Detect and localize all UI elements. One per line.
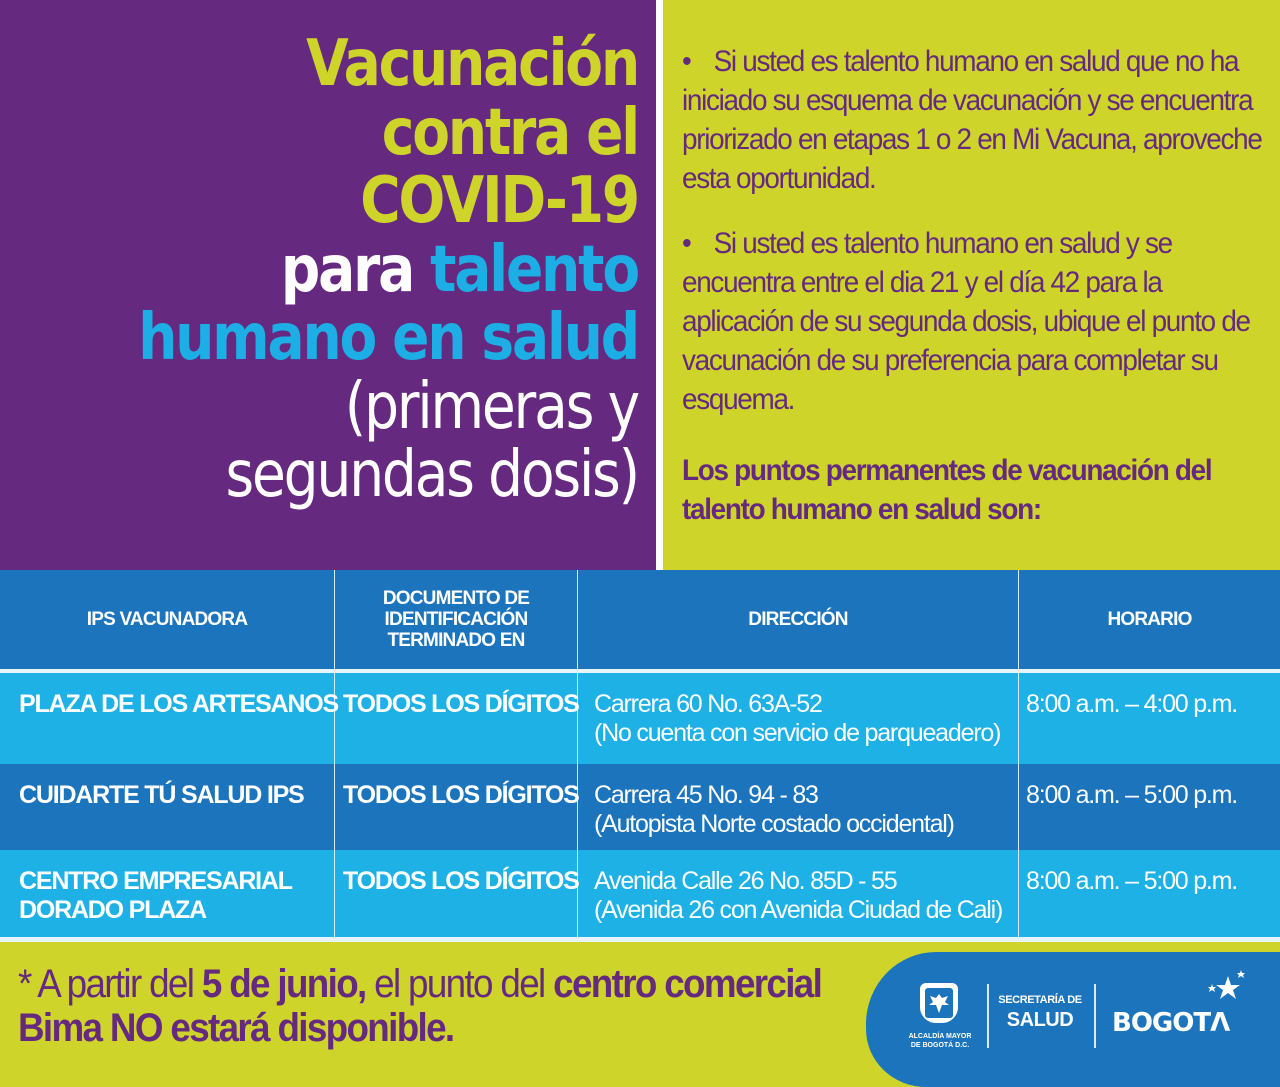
hours-value: 8:00 a.m. – 5:00 p.m. xyxy=(1026,781,1238,809)
info-bullets xyxy=(682,42,1277,445)
bullet-dot-icon: • xyxy=(682,45,691,78)
address-line: Carrera 60 No. 63A-52 xyxy=(594,690,822,718)
notice-date: 5 de junio, xyxy=(201,962,366,1006)
headline-line-6: (primeras y xyxy=(344,369,638,444)
address-note: (Avenida 26 con Avenida Ciudad de Cali) xyxy=(594,896,1003,924)
table-header xyxy=(0,570,1280,669)
headline-title xyxy=(19,27,638,512)
vertical-divider xyxy=(656,0,663,570)
headline-line-1: Vacunación xyxy=(306,27,638,101)
cell-documento xyxy=(335,764,578,850)
cell-ips xyxy=(0,850,335,938)
logo-bar xyxy=(866,952,1280,1087)
hours-value: 8:00 a.m. – 5:00 p.m. xyxy=(1026,867,1238,895)
table-bottom-separator xyxy=(0,937,1280,942)
header-documento xyxy=(335,570,578,669)
salud-label: SALUD xyxy=(1006,1009,1074,1031)
headline-line-2: contra el xyxy=(381,95,638,170)
table-row xyxy=(0,764,1280,850)
headline-line-3: COVID-19 xyxy=(360,164,638,238)
headline-panel xyxy=(0,0,656,570)
cell-documento xyxy=(335,673,578,764)
table-row xyxy=(0,850,1280,938)
table-body xyxy=(0,673,1280,938)
headline-line-4 xyxy=(19,232,638,307)
header-ips: IPS VACUNADORA xyxy=(0,570,335,669)
notice-text: el punto del xyxy=(365,962,554,1006)
cell-direccion xyxy=(578,764,1019,850)
ips-name: PLAZA DE LOS ARTESANOS xyxy=(19,690,338,718)
ips-name: CENTRO EMPRESARIAL xyxy=(19,867,292,895)
info-bullet-1 xyxy=(682,42,1277,198)
headline-para: para xyxy=(280,232,431,307)
cell-horario xyxy=(1019,850,1280,938)
documento-value: TODOS LOS DÍGITOS xyxy=(343,690,579,718)
cell-direccion xyxy=(578,850,1019,938)
headline-talento: talento xyxy=(430,232,638,307)
address-line: Avenida Calle 26 No. 85D - 55 xyxy=(594,867,897,895)
coat-of-arms-icon xyxy=(920,983,958,1023)
header-horario: HORARIO xyxy=(1107,609,1192,630)
header-direccion: DIRECCIÓN xyxy=(578,570,1019,669)
header-documento-label: DOCUMENTO DE IDENTIFICACIÓN TERMINADO EN xyxy=(382,588,530,651)
address-note: (Autopista Norte costado occidental) xyxy=(594,810,954,838)
address-line: Carrera 45 No. 94 - 83 xyxy=(594,781,818,809)
closure-notice xyxy=(18,962,846,1050)
address-note: (No cuenta con servicio de parqueadero) xyxy=(594,719,1001,747)
ips-name: CUIDARTE TÚ SALUD IPS xyxy=(19,781,304,809)
cell-documento xyxy=(335,850,578,938)
info-panel xyxy=(663,0,1280,570)
documento-value: TODOS LOS DÍGITOS xyxy=(343,867,579,895)
headline-line-5: humano en salud xyxy=(138,301,638,375)
cell-ips xyxy=(0,673,338,764)
vaccination-points-table xyxy=(0,570,1280,940)
eagle-icon xyxy=(924,987,954,1019)
ips-name-line-2: DORADO PLAZA xyxy=(19,896,206,924)
points-intro: Los puntos permanentes de vacunación del talento humano en salud son: xyxy=(682,454,1212,526)
alcaldia-label xyxy=(890,1032,990,1050)
cell-horario xyxy=(1019,764,1280,850)
table-row xyxy=(0,673,1280,764)
info-bullet-text: Si usted es talento humano en salud que no ha iniciado su esquema de vacunación y se encuentra priorizado en etapas 1 o 2 en Mi Vacuna, aproveche esta oportunidad. xyxy=(682,45,1262,195)
bogota-logo: BOGOTΛ xyxy=(1112,1008,1230,1038)
notice-location: centro comercial Bima NO estará disponible. xyxy=(18,962,822,1050)
info-bullet-text: Si usted es talento humano en salud y se encuentra entre el dia 21 y el día 42 para la aplicación de su segunda dosis, ubique el punto de vacunación de su preferencia para completar su esquema. xyxy=(682,227,1250,416)
alcaldia-line-2: DE BOGOTÁ D.C. xyxy=(910,1042,970,1049)
alcaldia-line-1: ALCALDÍA MAYOR xyxy=(908,1033,972,1040)
cell-ips xyxy=(0,764,335,850)
hours-value: 8:00 a.m. – 4:00 p.m. xyxy=(1026,690,1238,718)
secretaria-label: SECRETARÍA DE xyxy=(998,994,1082,1006)
stars-icon xyxy=(1206,968,1246,1008)
logo-divider xyxy=(987,984,989,1048)
cell-direccion xyxy=(578,673,1019,764)
logo-divider xyxy=(1094,984,1096,1048)
info-bullet-2 xyxy=(682,224,1277,419)
documento-value: TODOS LOS DÍGITOS xyxy=(343,781,579,809)
bullet-dot-icon: • xyxy=(682,227,691,260)
notice-text: * A partir del xyxy=(18,962,202,1006)
headline-line-7: segundas dosis) xyxy=(225,438,638,512)
cell-horario xyxy=(1019,673,1280,764)
